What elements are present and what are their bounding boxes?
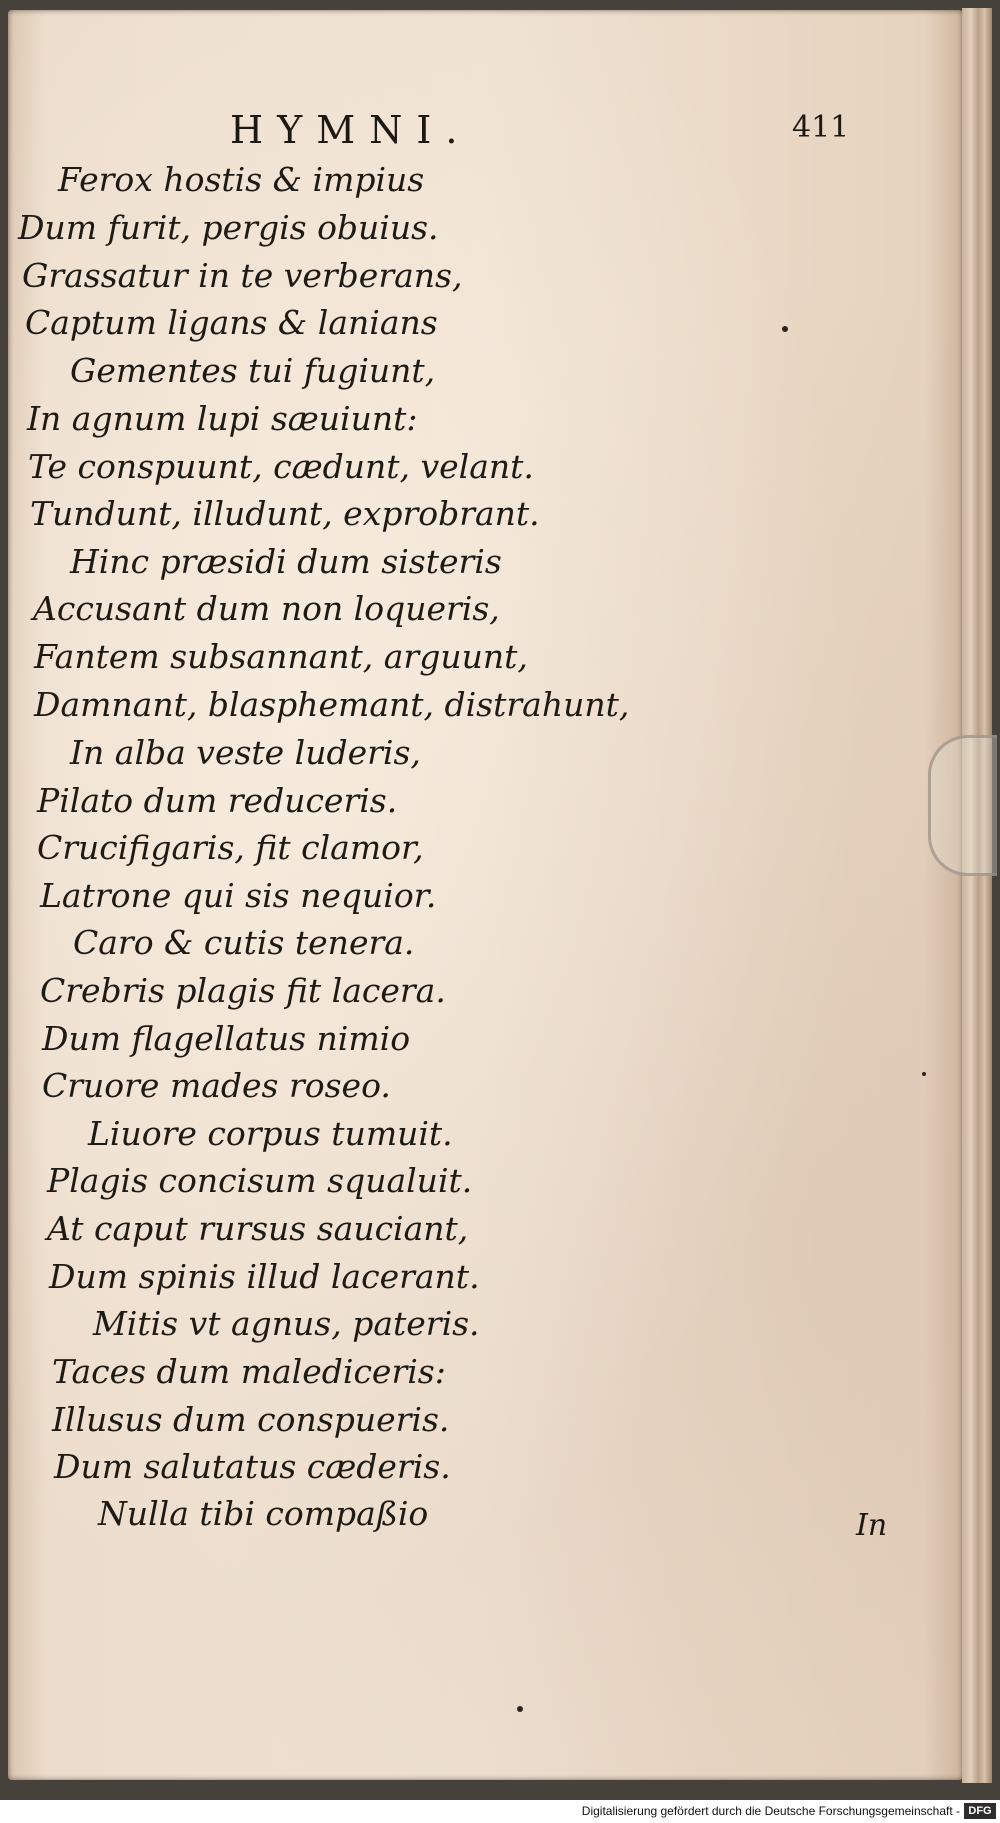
funding-credit: Digitalisierung gefördert durch die Deutsche Forschungsgemeinschaft -: [581, 1804, 960, 1818]
page-clip: [928, 735, 997, 876]
verse-line: Plagis concisum squaluit.: [47, 1161, 473, 1200]
verse-line: Captum ligans & lanians: [25, 303, 438, 342]
verse-line: Caro & cutis tenera.: [73, 923, 415, 962]
catchword: In: [856, 1508, 888, 1543]
ink-speck: [782, 326, 788, 332]
verse-line: Accusant dum non loqueris,: [33, 589, 500, 628]
verse-line: Latrone qui sis nequior.: [40, 876, 437, 915]
verse-line: In agnum lupi sæuiunt:: [27, 399, 418, 438]
verse-line: Fantem subsannant, arguunt,: [34, 637, 528, 676]
verse-line: Dum flagellatus nimio: [42, 1019, 411, 1058]
verse-line: Dum spinis illud lacerant.: [49, 1257, 480, 1296]
verse-line: Crebris plagis fit lacera.: [40, 971, 446, 1010]
verse-line: Illusus dum conspueris.: [52, 1400, 450, 1439]
running-title: HYMNI.: [230, 108, 472, 152]
verse-line: Dum salutatus cæderis.: [54, 1447, 451, 1486]
dfg-logo: DFG: [964, 1803, 996, 1819]
verse-line: Liuore corpus tumuit.: [88, 1114, 453, 1153]
page-number: 411: [792, 110, 850, 145]
verse-line: Ferox hostis & impius: [58, 160, 425, 199]
verse-line: Grassatur in te verberans,: [22, 256, 463, 295]
ink-speck: [517, 1706, 523, 1712]
verse-line: Nulla tibi compaßio: [98, 1494, 429, 1533]
verse-line: In alba veste luderis,: [70, 733, 421, 772]
verse-line: Dum furit, pergis obuius.: [18, 208, 439, 247]
verse-line: Cruore mades roseo.: [42, 1066, 391, 1105]
verse-line: Hinc præsidi dum sisteris: [70, 542, 502, 581]
verse-line: Te conspuunt, cædunt, velant.: [28, 447, 534, 486]
verse-line: At caput rursus sauciant,: [47, 1209, 469, 1248]
verse-line: Crucifigaris, fit clamor,: [37, 828, 424, 867]
verse-line: Gementes tui fugiunt,: [70, 351, 436, 390]
verse-line: Damnant, blasphemant, distrahunt,: [34, 685, 630, 724]
verse-line: Taces dum malediceris:: [52, 1352, 446, 1391]
verse-line: Pilato dum reduceris.: [37, 781, 398, 820]
ink-speck: [922, 1072, 926, 1076]
page-edge: [962, 8, 992, 1783]
verse-line: Tundunt, illudunt, exprobrant.: [30, 494, 540, 533]
verse-line: Mitis vt agnus, pateris.: [93, 1304, 480, 1343]
